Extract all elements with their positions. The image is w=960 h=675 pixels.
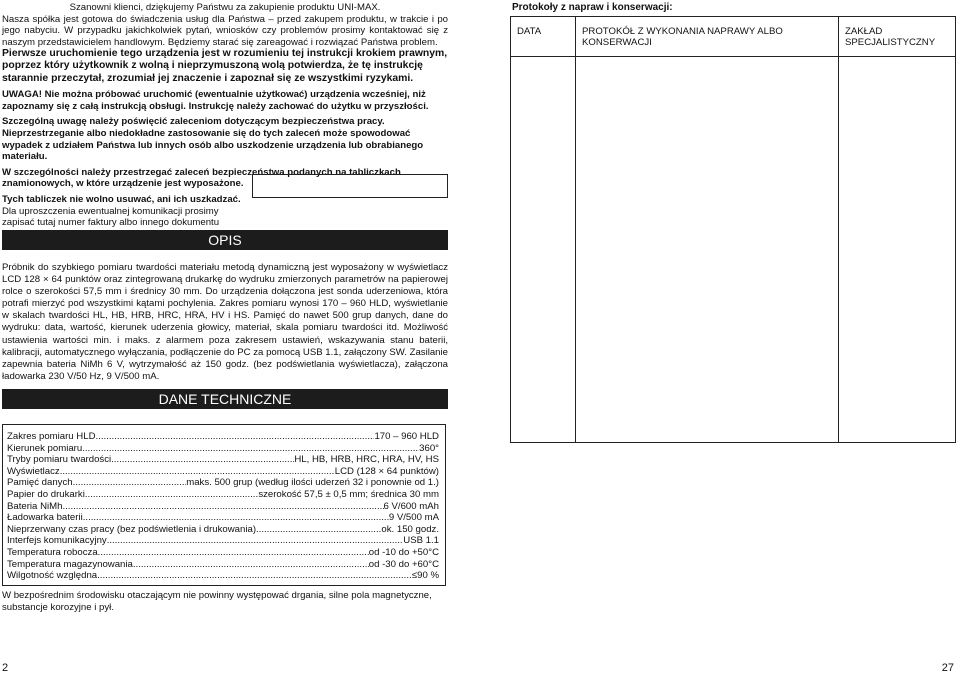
tech-label: Wyświetlacz [7, 465, 60, 477]
tech-value: USB 1.1 [403, 535, 439, 547]
dane-header [2, 389, 448, 409]
protocol-table [510, 16, 956, 443]
tech-value: LCD (128 × 64 punktów) [334, 465, 439, 477]
tech-value: ok. 150 godz. [381, 523, 439, 535]
date-cell[interactable] [511, 57, 576, 443]
tech-dots [96, 431, 375, 443]
tech-value: 6 V/600 mAh [383, 500, 439, 512]
invoice-note: Dla uproszczenia ewentualnej komunikacji prosimy zapisać tutaj numer faktury albo innego dokumentu [2, 205, 220, 229]
greeting-text: Szanowni klienci, dziękujemy Państwu za zakupienie produktu UNI-MAX. [69, 2, 381, 13]
tech-value: 360° [419, 442, 439, 454]
tech-label: Kierunek pomiaru [7, 442, 83, 454]
tech-dots [133, 559, 369, 571]
tech-value: HL, HB, HRB, HRC, HRA, HV, HS [294, 454, 439, 466]
opis-title: OPIS [208, 232, 242, 248]
tech-value: od -10 do +50°C [368, 546, 439, 558]
tech-row [3, 547, 445, 559]
tech-value: od -30 do +60°C [368, 558, 439, 570]
tech-dots [85, 489, 258, 501]
tech-row [3, 454, 445, 466]
protocol-cell[interactable] [576, 57, 839, 443]
first-start-warning: Pierwsze uruchomienie tego urządzenia jest w rozumieniu tej instrukcji krokiem prawnym, poprzez który użytkownik z wolną i nieprzymuszoną wolą potwierdza, że tę instrukcję starannie przeczytał, zrozumiał jej znaczenie i zapoznał się ze wszystkimi ryzykami. [2, 48, 448, 84]
tech-label: Temperatura magazynowania [7, 558, 133, 570]
tech-dots [62, 501, 383, 513]
tech-dots [256, 524, 381, 536]
environment-note: W bezpośrednim środowisku otaczającym nie powinny występować drgania, silne pola magnetyczne, substancje korozyjne i pył. [2, 590, 432, 613]
tech-row [3, 501, 445, 513]
tech-dots [97, 570, 412, 582]
tech-dots [98, 547, 369, 559]
tech-label: Interfejs komunikacyjny [7, 535, 107, 547]
tech-dots [60, 466, 335, 478]
tech-row [3, 512, 445, 524]
col-protocol: PROTOKÓŁ Z WYKONANIA NAPRAWY ALBO KONSERWACJI [576, 17, 839, 57]
page-number-right: 27 [941, 662, 954, 674]
tech-value: szerokość 57,5 ± 0,5 mm; średnica 30 mm [258, 488, 439, 500]
tech-dots [73, 477, 187, 489]
intro-section [2, 2, 448, 48]
uwaga-warning: UWAGA! Nie można próbować uruchomić (ewentualnie użytkować) urządzenia wcześniej, niż zapoznamy się z całą instrukcją obsługi. Instrukcję należy zachować do użytku w przyszłości. [2, 89, 429, 112]
tech-row [3, 443, 445, 455]
col-date: DATA [511, 17, 576, 57]
tech-row [3, 535, 445, 547]
tech-row [3, 466, 445, 478]
tech-value: maks. 500 grup (według ilości uderzeń 32 i ponownie od 1.) [186, 477, 439, 489]
no-remove-warning: Tych tabliczek nie wolno usuwać, ani ich uszkadzać. [2, 193, 241, 205]
col-workshop: ZAKŁAD SPECJALISTYCZNY [839, 17, 956, 57]
tech-label: Wilgotność względna [7, 570, 98, 582]
tech-value: 9 V/500 mA [388, 512, 439, 524]
plates-warning: W szczególności należy przestrzegać zaleceń bezpieczeństwa podanych na tabliczkach znamionowych, w które urządzenie jest wyposażone. [2, 166, 401, 190]
tech-label: Ładowarka baterii [7, 512, 83, 524]
tech-row [3, 431, 445, 443]
opis-text: Próbnik do szybkiego pomiaru twardości materiału metodą dynamiczną jest wyposażony w wyświetlacz LCD 128 × 64 punktów oraz zintegrowaną drukarkę do wydruku zmierzonych parametrów na papierowej rolce o szerokości 57,5 mm i średnicy 30 mm. Do urządzenia dołączona jest sonda uderzeniowa, która potrafi mierzyć pod wszystkimi kątami pochylenia. Zakres pomiaru wynosi 170 – 960 HLD, wyświetlanie w skalach twardości HL, HB, HRB, HRC, HRA, HV i HS. Pamięć do nawet 500 grup danych, dane do wydruku: data, wartość, kierunek uderzenia głowicy, materiał, skala pomiaru twardości itd. Możliwość ustawienia wartości min. i maks. z alarmem poza zakresem ustawień, wskazywania stanu baterii, kalibracji, automatycznego wyłączania, podłączenie do PC za pomocą USB 1.1, załączony SW. Zasilanie zapewnia bateria NiMh 6 V, wytrzymałość aż 150 godz. (bez podświetlania wyświetlacza), załączona ładowarka 230 V/50 Hz, 9 V/500 mA. [2, 262, 448, 382]
tech-row [3, 570, 445, 582]
tech-row [3, 559, 445, 571]
tech-value: ≤90 % [411, 570, 439, 582]
tech-row [3, 524, 445, 536]
tech-label: Bateria NiMh [7, 500, 63, 512]
tech-dots [82, 443, 419, 455]
tech-dots [107, 535, 404, 547]
tech-label: Temperatura robocza [7, 546, 98, 558]
invoice-number-field[interactable] [252, 174, 448, 198]
tech-row [3, 477, 445, 489]
warnings-section [2, 48, 448, 244]
intro-text: Nasza spółka jest gotowa do świadczenia usług dla Państwa – przed zakupem produktu, w trakcie i po jego nabyciu. W przypadku jakichkolwiek pytań, wniosków czy problemów prosimy kontaktować się z naszym przedstawicielem handlowym. Będziemy starać się zareagować i rozwiązać Państwa problem. [2, 13, 448, 48]
tech-specs-table [2, 424, 446, 586]
tech-label: Zakres pomiaru HLD [7, 431, 96, 442]
tech-label: Pamięć danych [7, 477, 73, 489]
dane-title: DANE TECHNICZNE [158, 391, 292, 407]
opis-header [2, 230, 448, 250]
tech-dots [111, 454, 294, 466]
tech-label: Tryby pomiaru twardości [7, 454, 112, 466]
tech-row [3, 489, 445, 501]
protocol-title: Protokoły z napraw i konserwacji: [512, 2, 673, 13]
tech-label: Papier do drukarki [7, 488, 85, 500]
page-number-left: 2 [2, 662, 9, 674]
tech-label: Nieprzerwany czas pracy (bez podświetlenia i drukowania) [7, 523, 257, 535]
workshop-cell[interactable] [839, 57, 956, 443]
safety-warning: Szczególną uwagę należy poświęcić zaleceniom dotyczącym bezpieczeństwa pracy. Nieprzestrzeganie albo niedokładne zastosowanie się do tych zaleceń może spowodować wypadek z udziałem Państwa lub innych osób albo uszkodzenie urządzenia lub obrabianego materiału. [2, 116, 424, 163]
tech-value: 170 – 960 HLD [374, 431, 439, 442]
tech-dots [83, 512, 389, 524]
